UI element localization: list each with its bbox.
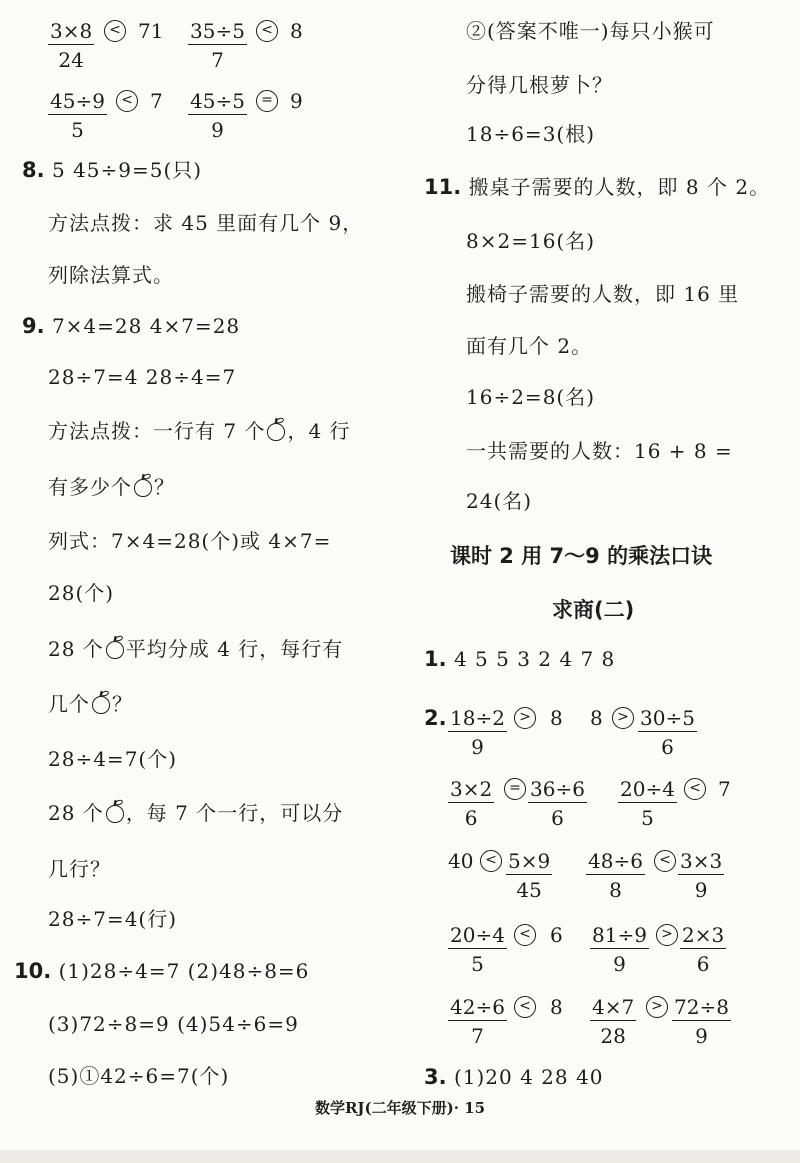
apple-icon xyxy=(106,641,124,659)
fraction xyxy=(590,922,649,977)
answer-line: 搬椅子需要的人数，即 16 里 xyxy=(466,282,740,306)
compare-value: 7 xyxy=(718,777,731,801)
fraction-top: 18÷2 xyxy=(450,706,505,730)
fraction-top: 45÷5 xyxy=(190,89,245,113)
answer-line: 24(名) xyxy=(466,489,533,513)
compare-circle: > xyxy=(656,924,678,946)
answer-text: 28 个 xyxy=(48,637,104,661)
answer-text: 有多少个 xyxy=(48,475,132,499)
answer-text: ？ xyxy=(154,475,175,499)
answer-text: (1)28÷4=7 (2)48÷8=6 xyxy=(58,959,310,983)
question-number-line xyxy=(424,705,447,731)
compare-circle: < xyxy=(116,90,138,112)
answer-line: 18÷6=3(根) xyxy=(466,122,596,146)
compare-value: 7 xyxy=(150,89,163,113)
answer-text: 5 45÷9=5(只) xyxy=(51,158,203,182)
fraction-top: 81÷9 xyxy=(592,923,647,947)
answer-line: 28÷7=4(行) xyxy=(48,907,178,931)
answer-line: 分得几根萝卜？ xyxy=(466,73,613,97)
answer-line xyxy=(48,800,343,826)
answer-text: 4 5 5 3 2 4 7 8 xyxy=(453,647,616,671)
fraction-bottom: 28 xyxy=(600,1024,626,1048)
answer-line: 28(个) xyxy=(48,581,115,605)
apple-icon xyxy=(267,423,285,441)
compare-circle: < xyxy=(654,850,676,872)
question-number: 10. xyxy=(14,959,52,983)
compare-value: 8 xyxy=(550,706,563,730)
answer-text: 7×4=28 4×7=28 xyxy=(51,314,241,338)
fraction xyxy=(528,776,587,831)
compare-value: 8 xyxy=(550,995,563,1019)
answer-text: 28 个 xyxy=(48,801,104,825)
fraction-top: 3×3 xyxy=(680,849,723,873)
fraction-bottom: 5 xyxy=(641,806,654,830)
fraction-bottom: 6 xyxy=(551,806,564,830)
answer-line: 一共需要的人数：16 + 8 = xyxy=(466,439,733,463)
fraction-bottom: 5 xyxy=(71,118,84,142)
answer-line: 28÷7=4 28÷4=7 xyxy=(48,365,237,389)
compare-value: 40 xyxy=(448,849,474,873)
fraction-top: 3×8 xyxy=(50,19,93,43)
fraction xyxy=(448,776,494,831)
answer-line: 几行？ xyxy=(48,857,111,881)
fraction-top: 3×2 xyxy=(450,777,493,801)
answer-line xyxy=(22,157,202,183)
answer-line xyxy=(48,636,343,662)
fraction-bottom: 6 xyxy=(464,806,478,830)
answer-text: ，4 行 xyxy=(287,419,351,443)
answer-text: 几个 xyxy=(48,692,90,716)
compare-circle: < xyxy=(684,778,706,800)
fraction-top: 48÷6 xyxy=(588,849,643,873)
answer-line xyxy=(48,418,351,444)
fraction-top: 35÷5 xyxy=(190,19,245,43)
compare-circle: < xyxy=(480,850,502,872)
fraction-bottom: 7 xyxy=(211,48,224,72)
fraction-top: 42÷6 xyxy=(450,995,505,1019)
compare-value: 6 xyxy=(550,923,563,947)
page-edge xyxy=(0,1150,800,1163)
apple-icon xyxy=(92,696,110,714)
fraction-bottom: 45 xyxy=(516,878,542,902)
fraction-bottom: 9 xyxy=(694,878,708,902)
fraction xyxy=(448,994,507,1049)
fraction-bottom: 9 xyxy=(613,952,626,976)
section-heading: 求商(二) xyxy=(552,598,635,622)
compare-value: 8 xyxy=(290,19,303,43)
compare-circle: = xyxy=(256,90,278,112)
compare-circle: < xyxy=(514,996,536,1018)
answer-line: (5)①42÷6=7(个) xyxy=(48,1064,230,1088)
fraction-bottom: 6 xyxy=(696,952,710,976)
compare-circle: > xyxy=(646,996,668,1018)
compare-value: 9 xyxy=(290,89,303,113)
answer-line xyxy=(48,691,133,717)
fraction-top: 30÷5 xyxy=(640,706,695,730)
fraction xyxy=(590,994,636,1049)
fraction xyxy=(586,848,645,903)
fraction xyxy=(680,922,726,977)
fraction xyxy=(448,705,507,760)
answer-line: 方法点拨：求 45 里面有几个 9， xyxy=(48,211,364,235)
answer-line xyxy=(22,313,240,339)
fraction-bottom: 6 xyxy=(661,735,674,759)
question-number: 2. xyxy=(424,706,447,730)
apple-icon xyxy=(106,805,124,823)
answer-line: (3)72÷8=9 (4)54÷6=9 xyxy=(48,1012,299,1036)
fraction xyxy=(188,18,247,73)
question-number: 3. xyxy=(424,1065,447,1089)
apple-icon xyxy=(134,479,152,497)
question-number: 11. xyxy=(424,175,462,199)
compare-circle: < xyxy=(104,20,126,42)
fraction-bottom: 5 xyxy=(471,952,484,976)
compare-value: 8 xyxy=(590,706,603,730)
answer-line: 28÷4=7(个) xyxy=(48,747,178,771)
compare-circle: = xyxy=(504,778,526,800)
answer-line xyxy=(48,474,175,500)
fraction-bottom: 7 xyxy=(471,1024,484,1048)
answer-text: ？ xyxy=(112,692,133,716)
fraction-bottom: 9 xyxy=(695,1024,708,1048)
section-heading: 课时 2 用 7～9 的乘法口诀 xyxy=(450,544,713,568)
page-footer: 数学RJ(二年级下册)· 15 xyxy=(314,1099,486,1117)
fraction-top: 20÷4 xyxy=(620,777,675,801)
answer-text: 方法点拨：一行有 7 个 xyxy=(48,419,266,443)
fraction-top: 5×9 xyxy=(508,849,551,873)
fraction xyxy=(638,705,697,760)
fraction xyxy=(678,848,724,903)
question-number: 8. xyxy=(22,158,45,182)
fraction xyxy=(618,776,677,831)
answer-text: ，每 7 个一行，可以分 xyxy=(125,801,344,825)
answer-line: 8×2=16(名) xyxy=(466,229,596,253)
answer-line xyxy=(424,646,615,672)
fraction-bottom: 24 xyxy=(58,48,84,72)
answer-line: ②(答案不唯一)每只小猴可 xyxy=(466,19,715,43)
fraction-bottom: 9 xyxy=(471,735,484,759)
compare-circle: < xyxy=(256,20,278,42)
answer-text: 平均分成 4 行，每行有 xyxy=(125,637,344,661)
fraction-top: 45÷9 xyxy=(50,89,105,113)
compare-circle: > xyxy=(612,707,634,729)
fraction xyxy=(506,848,552,903)
fraction-top: 20÷4 xyxy=(450,923,505,947)
answer-line xyxy=(424,174,770,200)
fraction xyxy=(188,88,247,143)
question-number: 9. xyxy=(22,314,45,338)
answer-line xyxy=(424,1064,603,1090)
fraction-bottom: 8 xyxy=(609,878,622,902)
fraction-top: 72÷8 xyxy=(674,995,729,1019)
question-number: 1. xyxy=(424,647,447,671)
fraction xyxy=(672,994,731,1049)
fraction-top: 36÷6 xyxy=(530,777,585,801)
fraction-bottom: 9 xyxy=(211,118,224,142)
answer-line: 面有几个 2。 xyxy=(466,334,593,358)
answer-line: 列式：7×4=28(个)或 4×7= xyxy=(48,529,332,553)
compare-circle: < xyxy=(514,924,536,946)
fraction xyxy=(48,18,94,73)
fraction xyxy=(448,922,507,977)
compare-circle: > xyxy=(514,707,536,729)
fraction-top: 4×7 xyxy=(592,995,635,1019)
fraction xyxy=(48,88,107,143)
answer-text: (1)20 4 28 40 xyxy=(453,1065,604,1089)
answer-line: 列除法算式。 xyxy=(48,263,174,287)
answer-text: 搬桌子需要的人数，即 8 个 2。 xyxy=(468,175,771,199)
fraction-top: 2×3 xyxy=(682,923,725,947)
answer-line: 16÷2=8(名) xyxy=(466,385,596,409)
answer-line xyxy=(14,958,309,984)
compare-value: 71 xyxy=(138,19,164,43)
